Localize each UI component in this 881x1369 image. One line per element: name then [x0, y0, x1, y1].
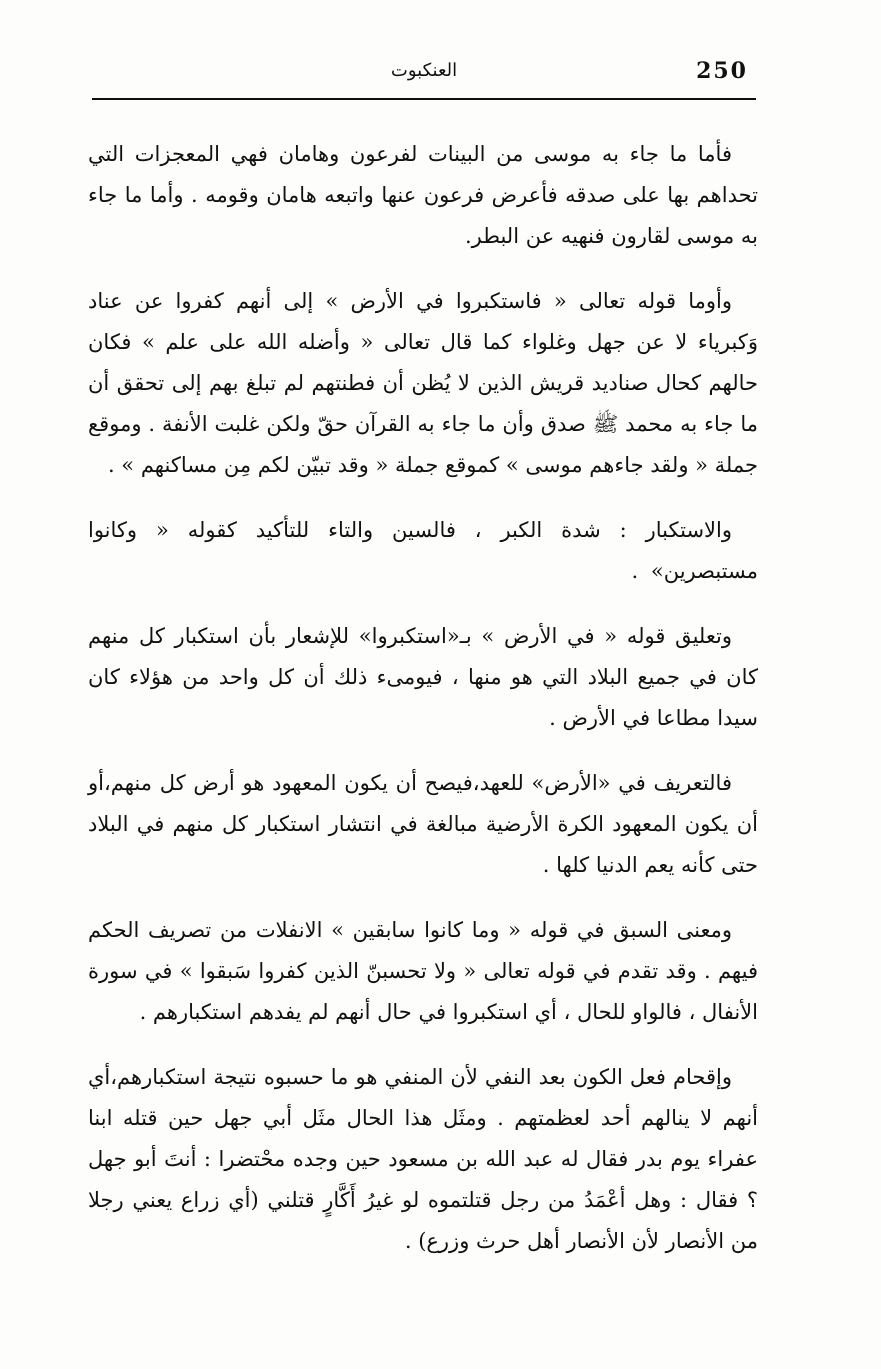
paragraph: فالتعريف في «الأرض» للعهد،فيصح أن يكون المعهود هو أرض كل منهم،أو أن يكون المعهود الكرة الأرضية مبالغة في انتشار استكبار كل منهم في البلاد حتى كأنه يعم الدنيا كلها .: [88, 771, 758, 877]
page-number: 250: [696, 58, 748, 84]
page-header: [92, 52, 756, 96]
running-title: العنكبوت: [390, 60, 458, 81]
paragraph: وإقحام فعل الكون بعد النفي لأن المنفي هو ما حسبوه نتيجة استكبارهم،أي أنهم لا ينالهم أحد لعظمتهم . ومثَل هذا الحال مثَل أبي جهل حين قتله ابنا عفراء يوم بدر فقال له عبد الله بن مسعود حين وجده محْتضرا : أنتَ أبو جهل ؟ فقال : وهل أعْمَدُ من رجل قتلتموه لو غيرُ أَكَّارٍ قتلني (أي زراع يعني رجلا من الأنصار لأن الأنصار أهل حرث وزرع) .: [88, 1065, 758, 1253]
paragraph: والاستكبار : شدة الكبر ، فالسين والتاء للتأكيد كقوله « وكانوا مستبصرين» .: [88, 518, 758, 583]
paragraph: وتعليق قوله « في الأرض » بـ«استكبروا» للإشعار بأن استكبار كل منهم كان في جميع البلاد التي هو منها ، فيومىء ذلك أن كل واحد من هؤلاء كان سيدا مطاعا في الأرض .: [88, 624, 758, 730]
header-rule: [92, 98, 756, 100]
paragraph: فأما ما جاء به موسى من البينات لفرعون وهامان فهي المعجزات التي تحداهم بها على صدقه فأعرض فرعون عنها واتبعه هامان وقومه . وأما ما جاء به موسى لقارون فنهيه عن البطر.: [88, 142, 758, 248]
paragraph: وأوما قوله تعالى « فاستكبروا في الأرض » إلى أنهم كفروا عن عناد وَكبرياء لا عن جهل وغلواء كما قال تعالى « وأضله الله على علم » فكان حالهم كحال صناديد قريش الذين لا يُظن أن فطنتهم لم تبلغ بهم إلى تحقق أن ما جاء به محمد ﷺ صدق وأن ما جاء به القرآن حقّ ولكن غلبت الأنفة . وموقع جملة « ولقد جاءهم موسى » كموقع جملة « وقد تبيّن لكم مِن مساكنهم » .: [88, 289, 758, 477]
paragraph: ومعنى السبق في قوله « وما كانوا سابقين » الانفلات من تصريف الحكم فيهم . وقد تقدم في قوله تعالى « ولا تحسبنّ الذين كفروا سَبقوا » في سورة الأنفال ، فالواو للحال ، أي استكبروا في حال أنهم لم يفدهم استكبارهم .: [88, 918, 758, 1024]
body-text: [88, 134, 758, 1286]
